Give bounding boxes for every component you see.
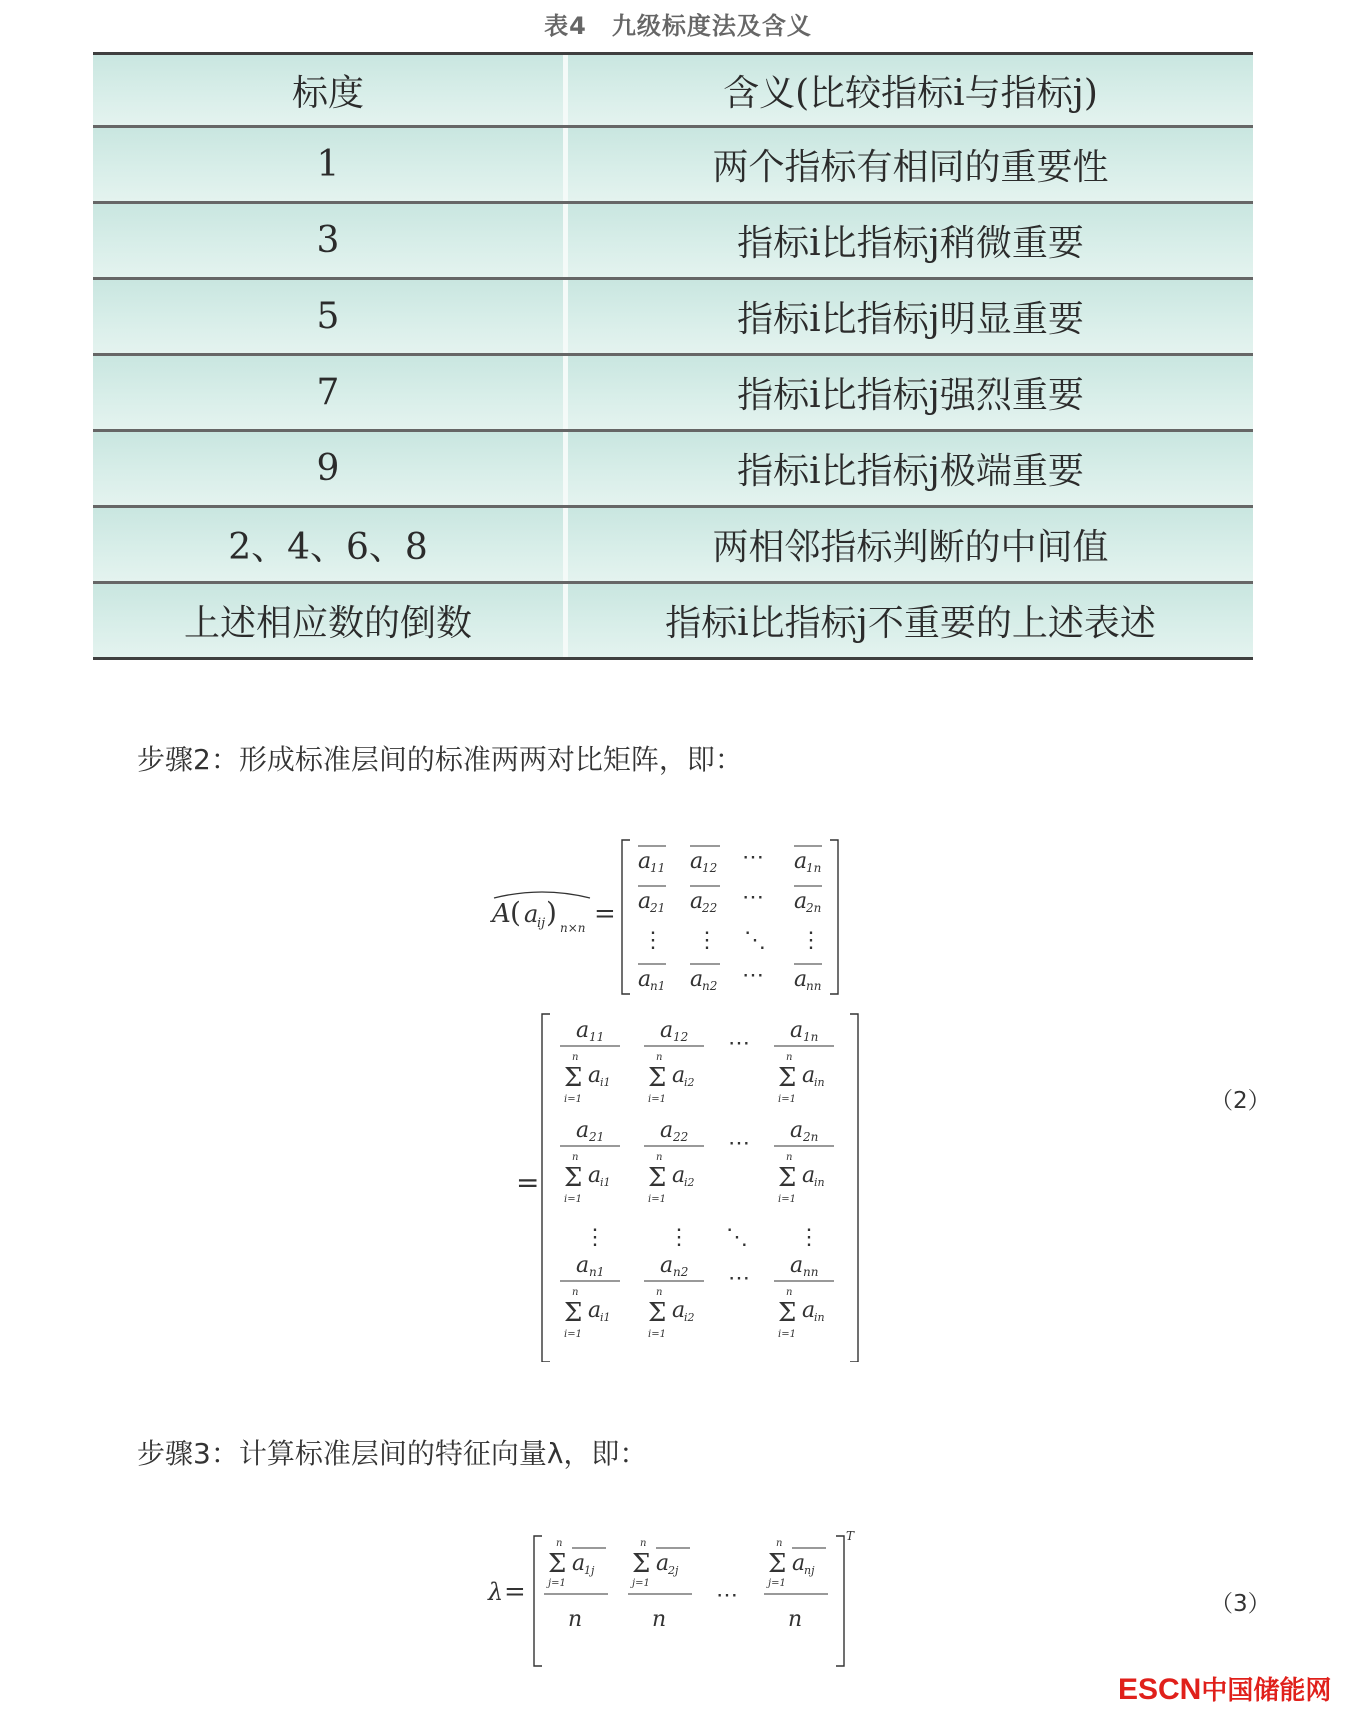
svg-text:n: n [788, 1607, 803, 1632]
svg-text:Σ: Σ [778, 1298, 797, 1328]
svg-text:=: = [594, 899, 616, 929]
equation-2-formula [480, 832, 880, 1362]
meaning-cell: 两相邻指标判断的中间值 [712, 527, 1109, 568]
svg-text:⋯: ⋯ [728, 1266, 750, 1291]
svg-text:T: T [846, 1529, 855, 1543]
svg-text:λ: λ [488, 1578, 504, 1606]
svg-text:12: 12 [702, 861, 718, 875]
table-caption: 表4 九级标度法及含义 [544, 12, 812, 40]
svg-text:2n: 2n [803, 1130, 819, 1144]
table-row [93, 280, 1253, 356]
svg-text:22: 22 [673, 1130, 689, 1144]
svg-text:n: n [640, 1538, 647, 1549]
svg-text:Σ: Σ [648, 1298, 667, 1328]
meaning-cell: 指标i比指标j不重要的上述表述 [665, 603, 1156, 644]
svg-text:⋯: ⋯ [716, 1583, 738, 1608]
equation-3-formula [480, 1520, 880, 1670]
svg-text:n: n [786, 1152, 793, 1163]
svg-text:n2: n2 [673, 1265, 689, 1279]
svg-text:21: 21 [650, 901, 666, 915]
svg-text:a: a [672, 1063, 686, 1088]
svg-text:n1: n1 [589, 1265, 605, 1279]
svg-text:): ) [546, 896, 557, 929]
svg-text:a: a [790, 1253, 804, 1278]
table-header-row [93, 55, 1253, 128]
table-row [93, 356, 1253, 432]
svg-text:⋯: ⋯ [742, 845, 764, 870]
scale-cell: 1 [93, 128, 568, 201]
scale-cell: 9 [93, 432, 568, 505]
svg-text:1n: 1n [806, 861, 822, 875]
svg-text:a: a [576, 1118, 590, 1143]
scale-table [93, 52, 1253, 660]
svg-text:a: a [660, 1018, 674, 1043]
svg-text:a: a [588, 1163, 602, 1188]
svg-text:Σ: Σ [778, 1063, 797, 1093]
svg-text:nn: nn [803, 1265, 819, 1279]
table-row [93, 204, 1253, 280]
svg-text:a: a [660, 1253, 674, 1278]
svg-text:a: a [588, 1298, 602, 1323]
svg-text:j=1: j=1 [632, 1578, 650, 1589]
svg-text:Σ: Σ [564, 1163, 583, 1193]
svg-text:i=1: i=1 [564, 1329, 582, 1340]
svg-text:a: a [690, 889, 704, 914]
svg-text:⋮: ⋮ [642, 928, 664, 953]
header-meaning: 含义(比较指标i与指标j) [723, 72, 1098, 114]
svg-text:=: = [516, 1166, 540, 1199]
scale-cell: 5 [93, 280, 568, 353]
svg-text:i2: i2 [684, 1176, 695, 1189]
svg-text:i=1: i=1 [648, 1094, 666, 1105]
svg-text:n: n [572, 1052, 579, 1063]
svg-text:i=1: i=1 [778, 1329, 796, 1340]
table-row [93, 432, 1253, 508]
svg-text:n: n [776, 1538, 783, 1549]
svg-text:⋮: ⋮ [668, 1225, 690, 1250]
step2-text: 步骤2：形成标准层间的标准两两对比矩阵，即： [137, 743, 743, 776]
svg-text:in: in [814, 1176, 825, 1189]
svg-text:Σ: Σ [548, 1549, 567, 1579]
svg-text:⋯: ⋯ [742, 885, 764, 910]
meaning-cell: 指标i比指标j稍微重要 [737, 223, 1084, 264]
svg-text:1j: 1j [584, 1564, 595, 1577]
meaning-cell: 指标i比指标j强烈重要 [737, 375, 1084, 416]
svg-text:a: a [672, 1298, 686, 1323]
svg-text:n×n: n×n [560, 921, 586, 935]
svg-text:n: n [786, 1052, 793, 1063]
svg-text:i1: i1 [600, 1076, 611, 1089]
svg-text:22: 22 [702, 901, 718, 915]
svg-text:⋮: ⋮ [798, 1225, 820, 1250]
svg-text:a: a [690, 967, 704, 992]
svg-text:i2: i2 [684, 1076, 695, 1089]
svg-text:j=1: j=1 [768, 1578, 786, 1589]
step3-text: 步骤3：计算标准层间的特征向量λ，即： [137, 1437, 648, 1470]
svg-text:Σ: Σ [564, 1063, 583, 1093]
svg-text:a: a [794, 967, 808, 992]
svg-text:n1: n1 [650, 979, 666, 993]
svg-text:(: ( [510, 896, 521, 929]
svg-text:i1: i1 [600, 1311, 611, 1324]
svg-text:i=1: i=1 [564, 1094, 582, 1105]
svg-text:11: 11 [650, 861, 666, 875]
svg-text:a: a [690, 849, 704, 874]
meaning-cell: 两个指标有相同的重要性 [712, 147, 1109, 188]
scale-cell: 2、4、6、8 [93, 508, 568, 581]
svg-text:i=1: i=1 [778, 1094, 796, 1105]
svg-text:11: 11 [589, 1030, 605, 1044]
svg-text:i=1: i=1 [778, 1194, 796, 1205]
svg-text:⋯: ⋯ [728, 1131, 750, 1156]
meaning-cell: 指标i比指标j极端重要 [737, 451, 1084, 492]
table-row [93, 508, 1253, 584]
equation-2-number: （2） [1210, 1088, 1271, 1114]
meaning-cell: 指标i比指标j明显重要 [737, 299, 1084, 340]
header-scale: 标度 [93, 55, 568, 125]
svg-text:12: 12 [673, 1030, 689, 1044]
svg-text:n: n [786, 1287, 793, 1298]
svg-text:a: a [792, 1551, 806, 1576]
svg-text:Σ: Σ [768, 1549, 787, 1579]
svg-text:2j: 2j [668, 1564, 679, 1577]
svg-text:n2: n2 [702, 979, 718, 993]
svg-text:2n: 2n [806, 901, 822, 915]
svg-text:i=1: i=1 [564, 1194, 582, 1205]
svg-text:Σ: Σ [632, 1549, 651, 1579]
svg-text:⋱: ⋱ [744, 928, 766, 953]
svg-text:n: n [652, 1607, 667, 1632]
svg-text:n: n [572, 1287, 579, 1298]
svg-text:a: a [802, 1298, 816, 1323]
svg-text:⋮: ⋮ [584, 1225, 606, 1250]
svg-text:a: a [790, 1118, 804, 1143]
svg-text:a: a [524, 900, 539, 928]
svg-text:i=1: i=1 [648, 1194, 666, 1205]
scale-cell: 3 [93, 204, 568, 277]
svg-text:nj: nj [804, 1564, 815, 1577]
svg-text:a: a [576, 1018, 590, 1043]
svg-text:⋱: ⋱ [726, 1225, 748, 1250]
svg-text:A: A [492, 899, 511, 929]
svg-text:a: a [660, 1118, 674, 1143]
svg-text:a: a [572, 1551, 586, 1576]
svg-text:n: n [656, 1052, 663, 1063]
svg-text:a: a [802, 1163, 816, 1188]
scale-cell: 上述相应数的倒数 [93, 584, 568, 657]
svg-text:=: = [504, 1577, 526, 1607]
svg-text:a: a [576, 1253, 590, 1278]
svg-text:a: a [794, 849, 808, 874]
svg-text:in: in [814, 1311, 825, 1324]
svg-text:a: a [638, 849, 652, 874]
svg-text:Σ: Σ [564, 1298, 583, 1328]
svg-text:a: a [790, 1018, 804, 1043]
logo-cn: 中国储能网 [1201, 1675, 1332, 1705]
svg-text:n: n [656, 1287, 663, 1298]
svg-text:n: n [656, 1152, 663, 1163]
svg-text:j=1: j=1 [548, 1578, 566, 1589]
svg-text:a: a [672, 1163, 686, 1188]
svg-text:in: in [814, 1076, 825, 1089]
svg-text:⋯: ⋯ [728, 1031, 750, 1056]
svg-text:n: n [572, 1152, 579, 1163]
svg-text:Σ: Σ [778, 1163, 797, 1193]
svg-text:21: 21 [589, 1130, 605, 1144]
svg-text:n: n [556, 1538, 563, 1549]
svg-text:Σ: Σ [648, 1163, 667, 1193]
scale-cell: 7 [93, 356, 568, 429]
svg-text:a: a [588, 1063, 602, 1088]
svg-text:a: a [638, 967, 652, 992]
svg-text:Σ: Σ [648, 1063, 667, 1093]
svg-text:nn: nn [806, 979, 822, 993]
svg-text:a: a [802, 1063, 816, 1088]
svg-text:i=1: i=1 [648, 1329, 666, 1340]
table-row [93, 584, 1253, 657]
table-row [93, 128, 1253, 204]
escn-logo [1118, 1670, 1331, 1707]
svg-text:a: a [656, 1551, 670, 1576]
svg-text:i2: i2 [684, 1311, 695, 1324]
svg-text:a: a [794, 889, 808, 914]
svg-text:a: a [638, 889, 652, 914]
svg-text:ij: ij [537, 916, 546, 931]
equation-3-number: （3） [1210, 1591, 1271, 1617]
svg-text:i1: i1 [600, 1176, 611, 1189]
svg-text:1n: 1n [803, 1030, 819, 1044]
svg-text:⋮: ⋮ [696, 928, 718, 953]
svg-text:⋮: ⋮ [800, 928, 822, 953]
svg-text:n: n [568, 1607, 583, 1632]
logo-latin: ESCN [1118, 1673, 1202, 1706]
svg-text:⋯: ⋯ [742, 963, 764, 988]
